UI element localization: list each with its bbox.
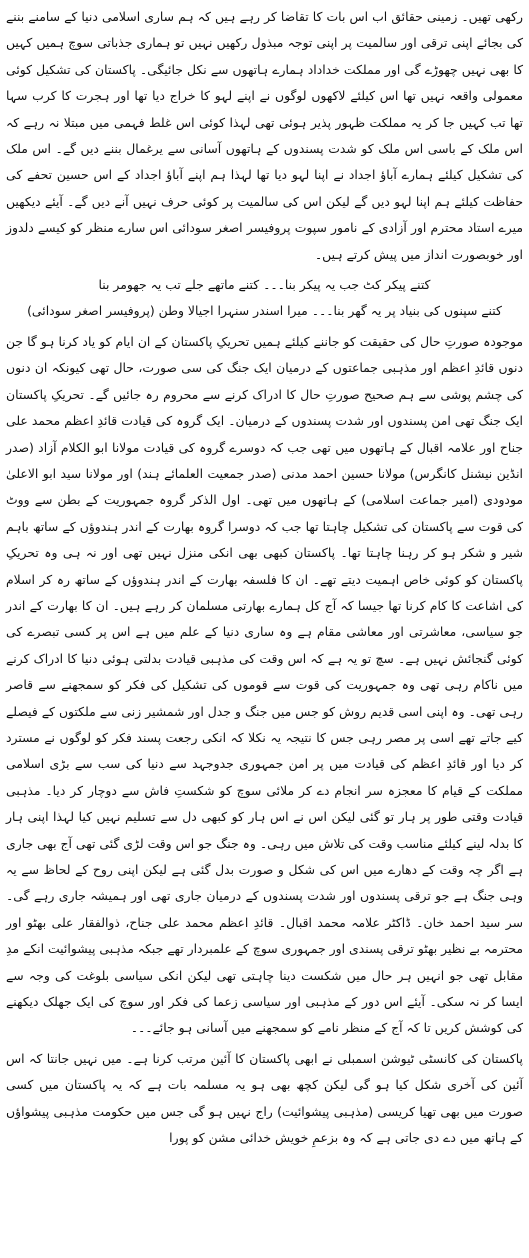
paragraph-text: موجودہ صورتِ حال کی حقیقت کو جاننے کیلئے ہمیں تحریکِ پاکستان کے ان ایام کو یاد کرنا ہو گا جن دنوں قائدِ اعظم اور مذہبی جماعتوں کے درمیان ایک جنگ کی سی صورت، حال تھی کیونکہ ان دنوں کی چشم پوشی سے ہم صحیح صورتِ حال کا ادراک کرنے سے محروم رہ جائیں گے۔ تحریکِ پاکستان ایک جنگ تھی امن پسندوں اور شدت پسندوں کے درمیان۔ ایک گروہ کی قیادت قائدِ اعظم محمد علی جناح اور علامہ اقبال کے ہاتھوں میں تھی جب کہ دوسرے گروہ کی قیادت مولانا ابو الکلام آزاد (صدر انڈین نیشنل کانگرس) مولانا حسین احمد مدنی (صدر جمعیت العلمائے ہند) اور مولانا سید ابو الاعلیٰ مودودی (امیر جماعت اسلامی) کے ہاتھوں میں تھی۔ اول الذکر گروہ جمہوریت کے بطن سے ووٹ کی قوت سے پاکستان کی تشکیل چاہتا تھا جب کہ دوسرا گروہ بھارت کے اندر ہندوؤں کے ساتھ باہم شیر و شکر ہو کر رہنا چاہتا تھا۔ پاکستان کبھی بھی انکی منزل نہیں تھی اور نہ ہی وہ تحریکِ پاکستان کو کوئی خاص اہمیت دیتے تھے۔ ان کا فلسفہ بھارت کے اندر ہندوؤں کے ساتھ رہ کر اسلام کی اشاعت کا کام کرنا تھا جیسا کہ آج کل ہمارے بھارتی مسلمان کر رہے ہیں۔ ان کا بھارت کے اندر جو سیاسی، معاشرتی اور معاشی مقام ہے وہ ساری دنیا کے علم میں ہے اس پر کسی تبصرے کی کوئی گنجائش نہیں ہے۔ سچ تو یہ ہے کہ اس وقت کی مذہبی قیادت بدلتی ہوئی دنیا کا ادراک کرنے میں ناکام رہی تھی وہ جمہوریت کی قوت سے قوموں کی تشکیل کی فکر کو سمجھنے سے قاصر رہی تھی۔ وہ اپنی اسی قدیم روش کو جس میں جنگ و جدل اور شمشیر زنی سے ملکتوں کے فیصلے کیے جاتے تھے اسی پر مصر رہی جس کا نتیجہ یہ نکلا کہ انکی رجعت پسند فکر کو لوگوں نے مسترد کر دیا اور قائدِ اعظم کی قیادت میں پر امن جمہوری جدوجہد سے دنیا کی سب سے بڑی اسلامی مملکت کے قیام کا معجزہ سر انجام دے کر ملائی سوچ کو شکستِ فاش سے دوچار کر دیا۔ مذہبی قیادت وقتی طور پر ہار تو گئی لیکن اس نے اس ہار کو کبھی دل سے تسلیم نہیں کیا لہذا اپنی ہار کا بدلہ لینے کیلئے مناسب وقت کی تلاش میں رہی۔ وہ جنگ جو اس وقت لڑی گئی تھی آج بھی جاری ہے اگر چہ وقت کے دھارے میں اس کی شکل و صورت بدل گئی ہے لیکن اپنی روح کے لحاظ سے یہ وہی جنگ ہے جو ترقی پسندوں اور شدت پسندوں کے درمیان جاری تھی اور ہمیشہ جاری رہے گی۔ سر سید احمد خان۔ ڈاکٹر علامہ محمد اقبال۔ قائدِ اعظم محمد علی جناح، ذوالفقار علی بھٹو اور محترمہ بے نظیر بھٹو ترقی پسندی اور جمہوری سوچ کے علمبردار تھے جبکہ مذہبی پیشوائیت انکے مدِ مقابل تھی جو انہیں ہر حال میں شکست دینا چاہتی تھی لیکن انکی سیاسی بلوغت کی وجہ سے ایسا کر نہ سکی۔ آیئے اس دور کے مذہبی اور سیاسی زعما کی فکر اور سوچ کی ایک جھلک دیکھنے کی کوشش کریں تا کہ آج کے منظر نامے کو سمجھنے میں آسانی ہو جائے۔۔۔ <box>6 333 523 1036</box>
paragraph-intro <box>6 4 523 268</box>
poem-verse-1: کتنے پیکر کٹ جب یہ پیکر بنا۔۔۔ کتنے ماتھے جلے تب یہ جھومر بنا <box>98 277 431 293</box>
poem-verse-2: کتنے سپنوں کی بنیاد پر یہ گھر بنا۔۔۔ میرا اسندر سنہرا اجیالا وطن (پروفیسر اصغر سودائی) <box>27 303 502 319</box>
paragraph-history <box>6 329 523 1042</box>
paragraph-constitution <box>6 1046 523 1152</box>
paragraph-text: پاکستان کی کانسٹی ٹیوشن اسمبلی نے ابھی پاکستان کا آئین مرتب کرنا ہے۔ میں نہیں جانتا کہ اس آئین کی آخری شکل کیا ہو گی لیکن کچھ بھی ہو یہ مسلمہ بات ہے کہ یہ پاکستان میں کسی صورت میں بھی تھیا کریسی (مذہبی پیشوائیت) راج نہیں ہو گی جس میں حکومت مذہبی پیشواؤں کے ہاتھ میں دے دی جاتی ہے کہ وہ بزعمِ خویش خدائی مشن کو پورا <box>6 1050 523 1146</box>
paragraph-text: رکھی تھیں۔ زمینی حقائق اب اس بات کا تقاضا کر رہے ہیں کہ ہم ساری اسلامی دنیا کے سامنے بننے کی بجائے اپنی ترقی اور سالمیت پر اپنی توجہ مبذول رکھیں نہیں تو ہماری جذباتی سوچ ہمیں کہیں کا بھی نہیں چھوڑے گی اور مملکت خداداد ہمارے ہاتھوں سے نکل جائیگی۔ پاکستان کی تشکیل کوئی معمولی واقعہ نہیں تھا اس کیلئے لاکھوں لوگوں نے اپنے لہو کا خراج دیا تھا اور ہجرت کا کرب سہا تھا تب کہیں جا کر یہ مملکت ظہور پذیر ہوئی تھی لہذا کوئی اس غلط فہمی میں مبتلا نہ رہے کہ اس ملک کے باسی اس ملک کو شدت پسندوں کے ہاتھوں آسانی سے یرغمال بننے دیں گے۔ اس ملک کی تشکیل کیلئے ہمارے آباؤ اجداد نے اپنا لہو دیا تھا لہذا ہم اپنے آباؤ اجداد کے اس حسین تحفے کی حفاظت کیلئے ہم اپنا لہو دیں گے لیکن اس کی سالمیت پر کوئی حرف نہیں آنے دیں گے۔ آیئے دیکھیں میرے استاد محترم اور آزادی کے نامور سپوت پروفیسر اصغر سودائی اس سارے منظر کو کیسے دلدوز اور خوبصورت انداز میں پیش کرتے ہیں۔ <box>6 9 523 262</box>
